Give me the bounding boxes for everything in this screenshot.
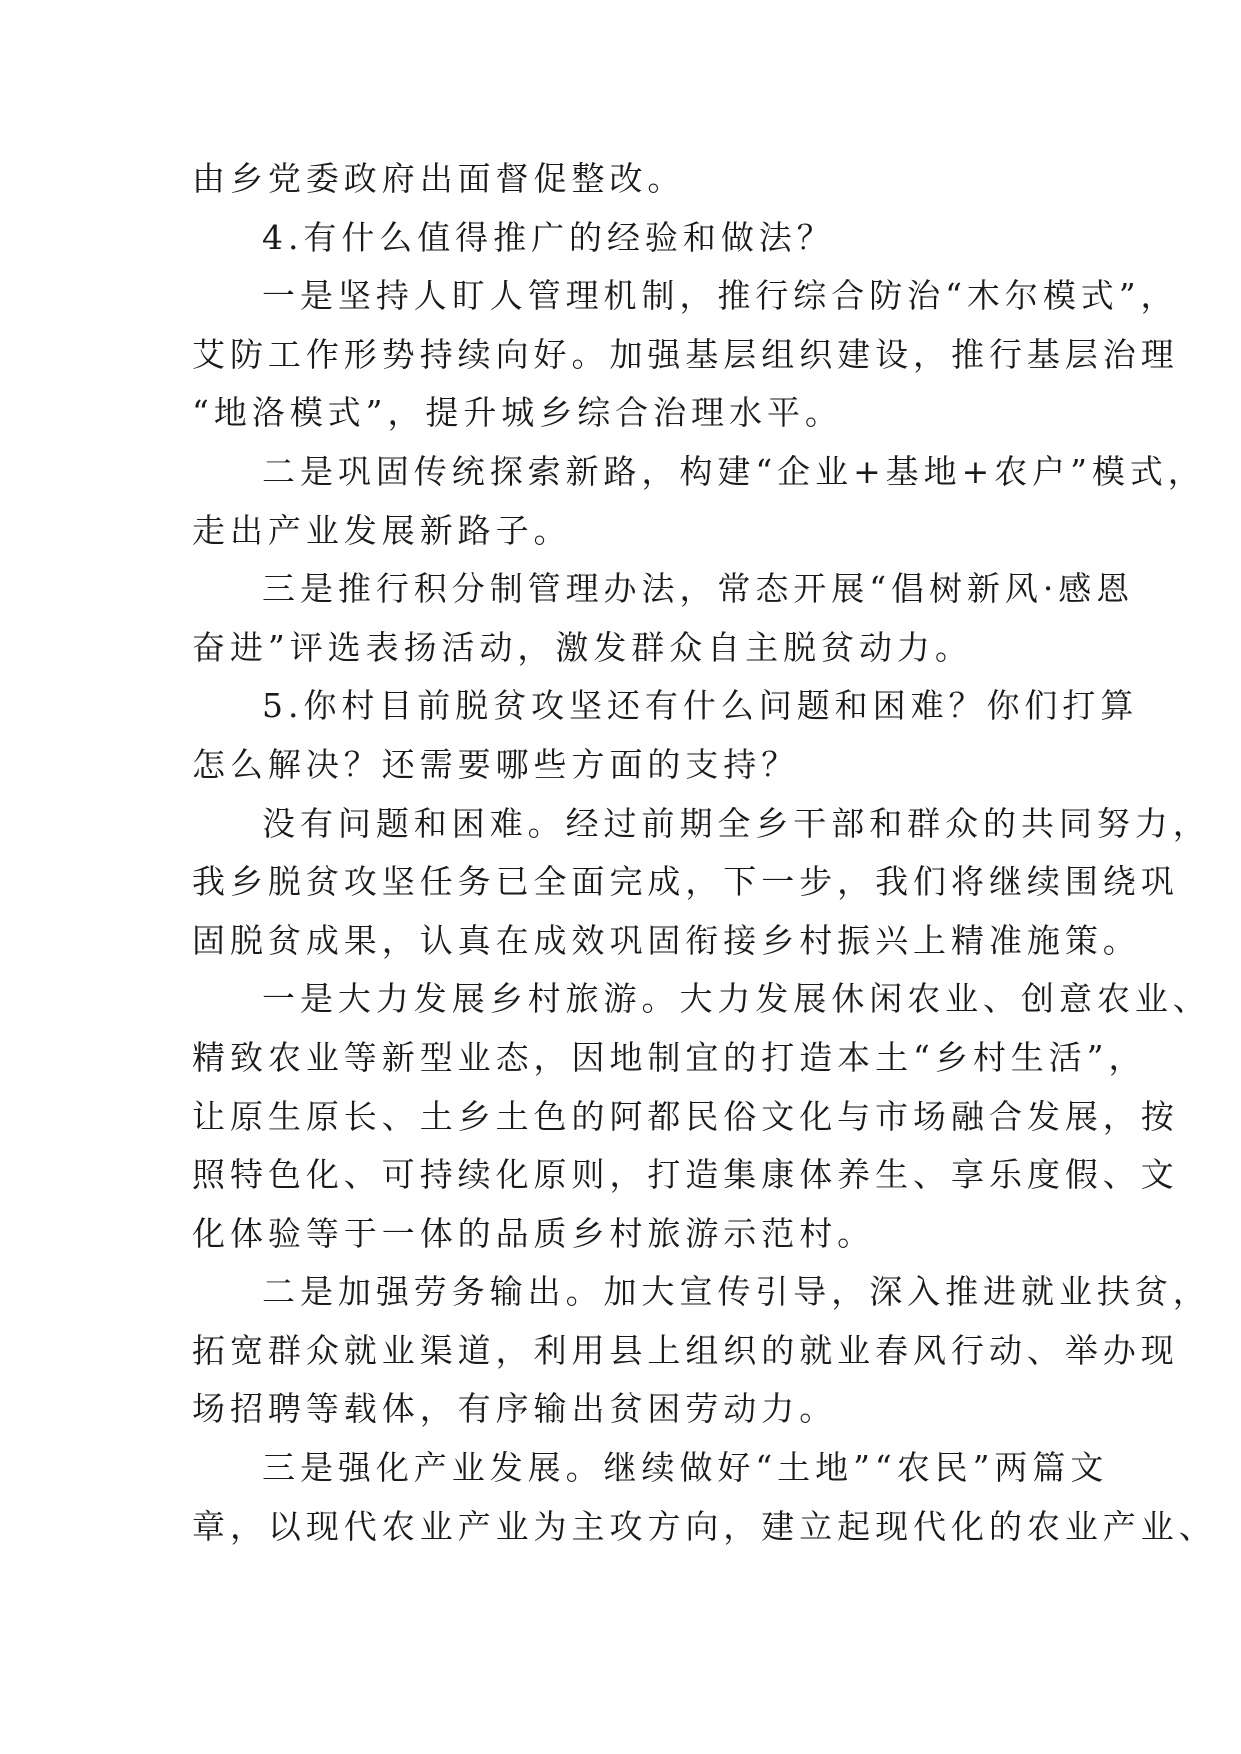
- text-line: 场招聘等载体，有序输出贫困劳动力。: [192, 1389, 838, 1429]
- text-line: 章，以现代农业产业为主攻方向，建立起现代化的农业产业、: [192, 1506, 1217, 1546]
- text-line: 走出产业发展新路子。: [192, 510, 572, 550]
- text-line: 我乡脱贫攻坚任务已全面完成，下一步，我们将继续围绕巩: [192, 862, 1179, 902]
- text-line: 三是推行积分制管理办法，常态开展“倡树新风·感恩: [262, 569, 1135, 609]
- text-line: 固脱贫成果，认真在成效巩固衔接乡村振兴上精准施策。: [192, 920, 1141, 960]
- text-line: 没有问题和困难。经过前期全乡干部和群众的共同努力，: [262, 803, 1211, 843]
- text-line: 照特色化、可持续化原则，打造集康体养生、享乐度假、文: [192, 1155, 1179, 1195]
- text-line: 由乡党委政府出面督促整改。: [192, 159, 686, 198]
- text-line: 精致农业等新型业态，因地制宜的打造本土“乡村生活”，: [192, 1037, 1147, 1077]
- text-line: 一是坚持人盯人管理机制，推行综合防治“木尔模式”，: [262, 276, 1179, 316]
- text-line: 三是强化产业发展。继续做好“土地”“农民”两篇文: [262, 1448, 1109, 1488]
- document-body: [192, 150, 1217, 1556]
- text-line: “地洛模式”，提升城乡综合治理水平。: [192, 393, 843, 433]
- text-line: 让原生原长、土乡土色的阿都民俗文化与市场融合发展，按: [192, 1096, 1179, 1136]
- text-line: 艾防工作形势持续向好。加强基层组织建设，推行基层治理: [192, 334, 1179, 374]
- text-line: 5.你村目前脱贫攻坚还有什么问题和困难？你们打算: [262, 686, 1139, 726]
- text-line: 怎么解决？还需要哪些方面的支持？: [192, 744, 800, 784]
- text-line: 一是大力发展乡村旅游。大力发展休闲农业、创意农业、: [262, 979, 1211, 1019]
- text-line: 4.有什么值得推广的经验和做法？: [262, 217, 835, 257]
- text-line: 二是巩固传统探索新路，构建“企业+基地+农户”模式，: [262, 451, 1206, 491]
- text-line: 二是加强劳务输出。加大宣传引导，深入推进就业扶贫，: [262, 1272, 1211, 1312]
- text-line: 奋进”评选表扬活动，激发群众自主脱贫动力。: [192, 627, 973, 667]
- text-line: 化体验等于一体的品质乡村旅游示范村。: [192, 1213, 876, 1253]
- text-line: 拓宽群众就业渠道，利用县上组织的就业春风行动、举办现: [192, 1330, 1179, 1370]
